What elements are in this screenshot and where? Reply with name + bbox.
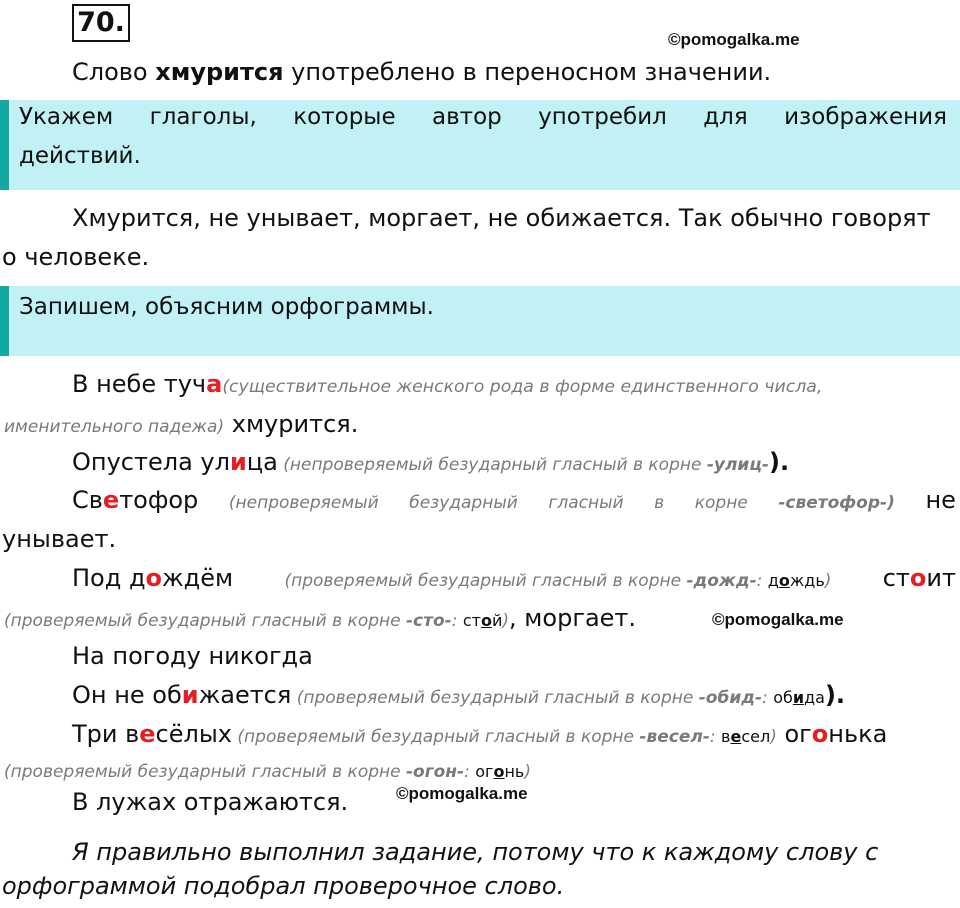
- conclusion-line1: Я правильно выполнил задание, потому что к каждому слову с: [72, 838, 879, 866]
- sentence-1-line2: именительного падежа) хмурится.: [4, 410, 359, 438]
- task-box-verbs: [0, 100, 960, 190]
- task-number: 70.: [72, 4, 130, 42]
- conclusion-line2: орфограммой подобрал проверочное слово.: [2, 872, 565, 900]
- task-box-orthograms: [0, 286, 960, 356]
- answer1-line2: о человеке.: [2, 243, 150, 271]
- sentence-7-line1: Три весёлых (проверяемый безударный гласный в корне -весел-: весел) огонька: [72, 720, 888, 748]
- sentence-3-line2: унывает.: [2, 525, 117, 553]
- task2-text: Запишем, объясним орфограммы.: [19, 294, 434, 320]
- watermark: ©pomogalka.me: [712, 610, 844, 629]
- sentence-7-line2: (проверяемый безударный гласный в корне -огон-: огонь): [4, 762, 531, 782]
- sentence-4-line1: Под дождём (проверяемый безударный гласный в корне -дожд-: дождь) стоит: [72, 564, 956, 592]
- sentence-3-line1: Светофор (непроверяемый безударный гласный в корне -светофор-) не: [72, 486, 956, 514]
- task1-line1: Укажем глаголы, которые автор употребил для изображения: [19, 104, 947, 130]
- sentence-2: Опустела улица (непроверяемый безударный гласный в корне -улиц-).: [72, 448, 790, 476]
- intro-line: Слово хмурится употреблено в переносном значении.: [72, 58, 772, 86]
- sentence-1-line1: В небе туч а (существительное женского рода в форме единственного числа,: [72, 370, 823, 398]
- sentence-5: На погоду никогда: [72, 642, 313, 670]
- sentence-6: Он не обижается (проверяемый безударный гласный в корне -обид-: обида).: [72, 681, 846, 709]
- watermark: ©pomogalka.me: [396, 784, 528, 803]
- sentence-8: В лужах отражаются.: [72, 788, 349, 816]
- answer1-line1: Хмурится, не унывает, моргает, не обижается. Так обычно говорят: [72, 204, 931, 232]
- sentence-4-line2: (проверяемый безударный гласный в корне -сто-: стой), моргает.: [4, 604, 637, 632]
- task1-line2: действий.: [19, 143, 141, 169]
- watermark: ©pomogalka.me: [668, 30, 800, 49]
